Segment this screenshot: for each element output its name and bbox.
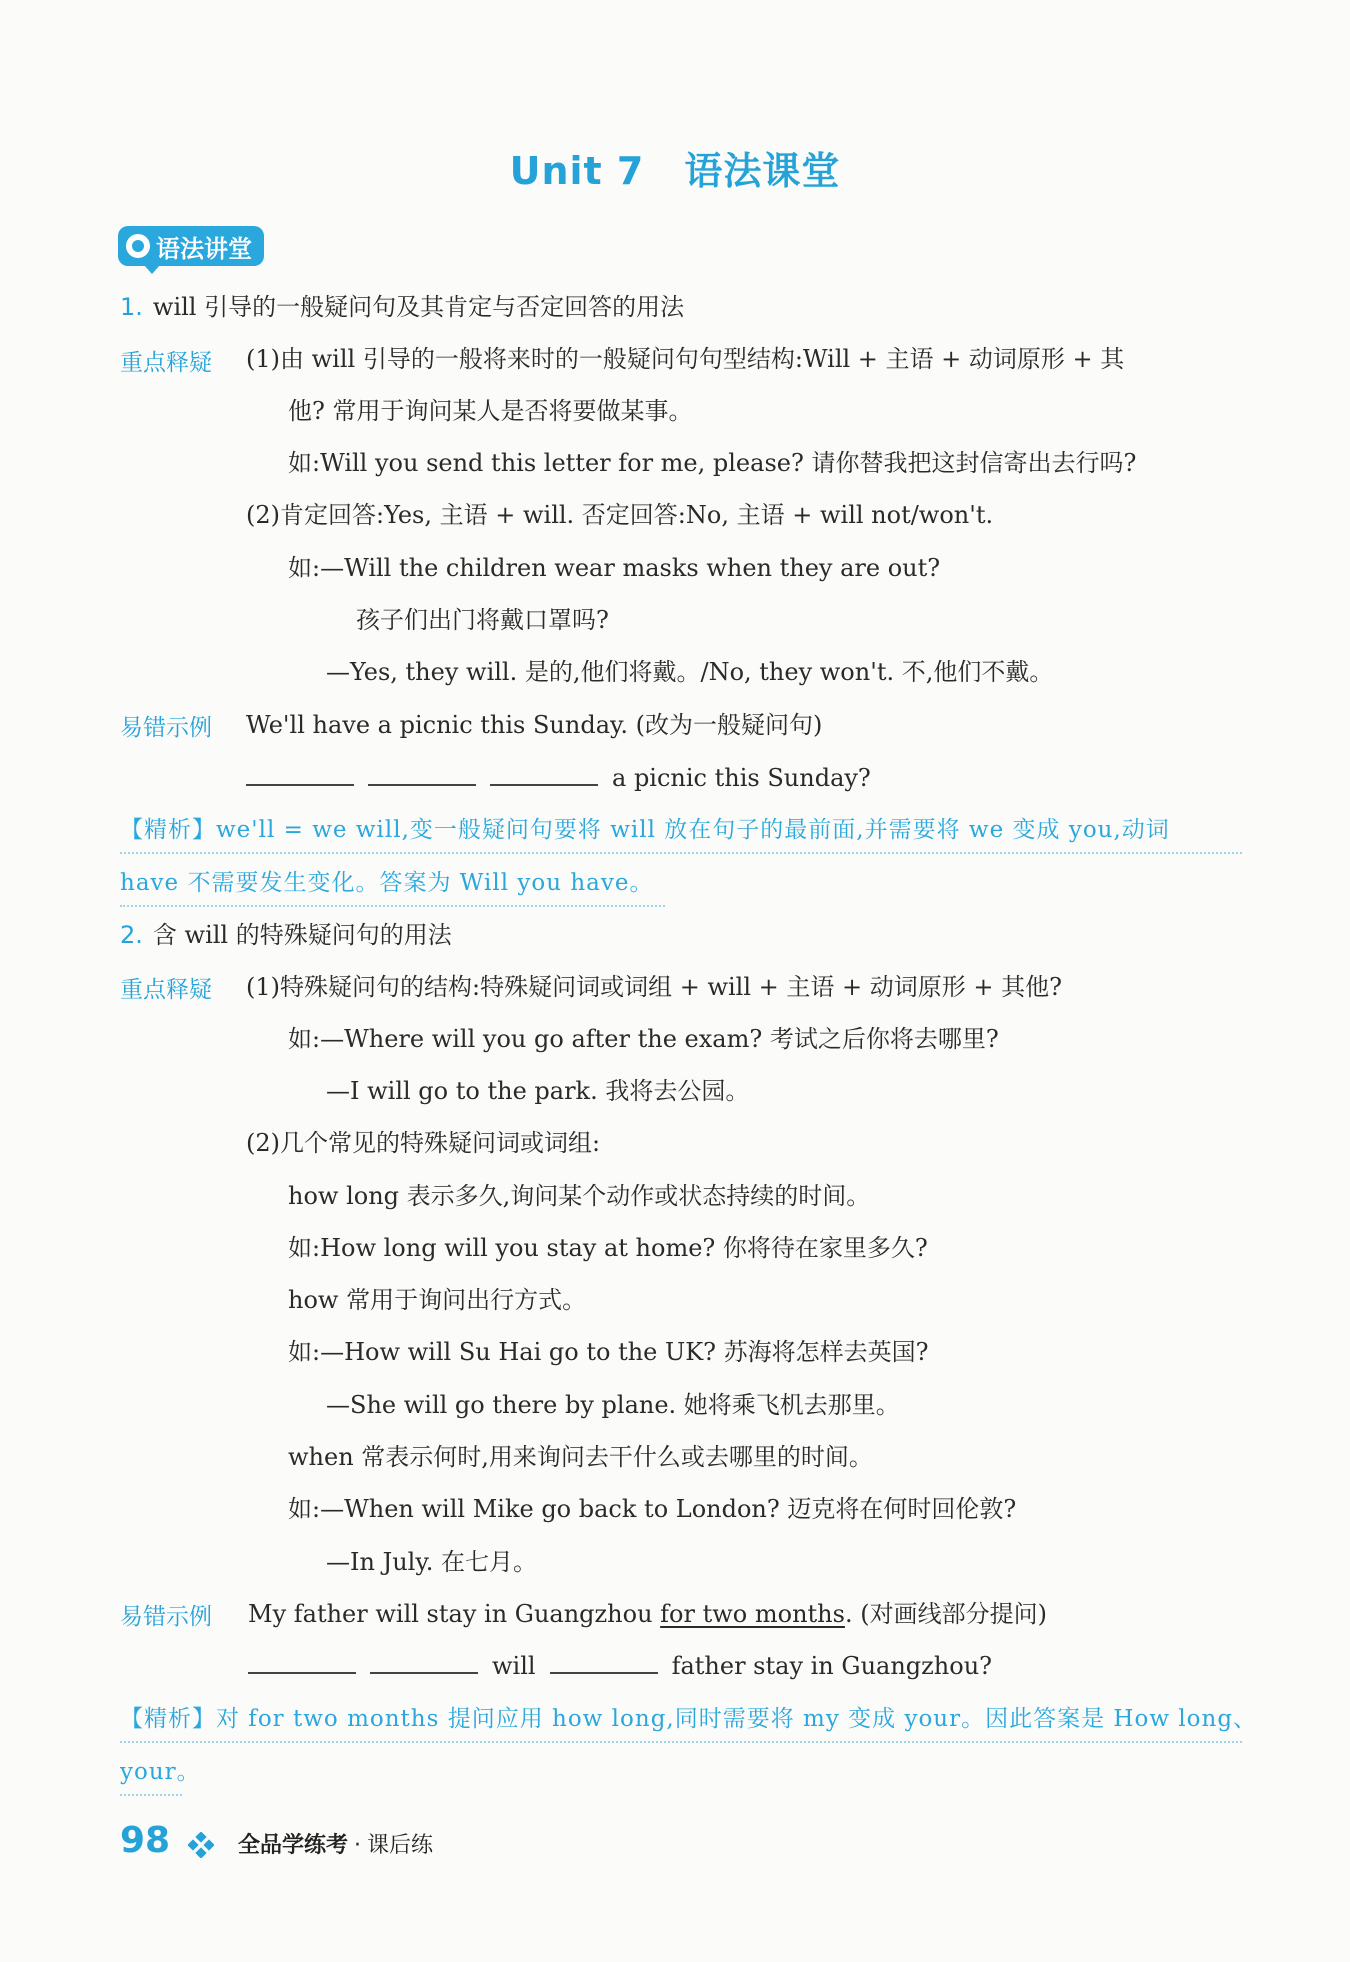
example-text: —Yes, they will. 是的,他们将戴。/No, they won't. 不,他们不戴。 bbox=[326, 658, 1054, 686]
paragraph-text: (2)肯定回答:Yes, 主语 + will. 否定回答:No, 主语 + will not/won't. bbox=[246, 501, 994, 529]
example-text: —She will go there by plane. 她将乘飞机去那里。 bbox=[326, 1391, 900, 1419]
section-badge-label: 语法讲堂 bbox=[156, 234, 252, 263]
page-number: 98 bbox=[120, 1820, 171, 1861]
analysis-text: your。 bbox=[120, 1759, 201, 1785]
paragraph-text: how long 表示多久,询问某个动作或状态持续的时间。 bbox=[288, 1182, 871, 1210]
paragraph-text: 他? 常用于询问某人是否将要做某事。 bbox=[288, 397, 693, 425]
answer-blank[interactable] bbox=[370, 1652, 478, 1674]
underlined-phrase: for two months bbox=[660, 1600, 845, 1628]
paragraph-text: how 常用于询问出行方式。 bbox=[288, 1286, 587, 1314]
tag-key-point: 重点释疑 bbox=[120, 350, 212, 376]
analysis-text: have 不需要发生变化。答案为 Will you have。 bbox=[120, 870, 654, 896]
example-text: 如:—How will Su Hai go to the UK? 苏海将怎样去英国? bbox=[288, 1338, 929, 1366]
answer-blank[interactable] bbox=[550, 1652, 658, 1674]
example-text: 孩子们出门将戴口罩吗? bbox=[356, 606, 609, 634]
exercise-answer-line: a picnic this Sunday? bbox=[246, 763, 871, 793]
unit-label: Unit 7 bbox=[509, 149, 645, 193]
exercise-answer-line: will father stay in Guangzhou? bbox=[248, 1651, 992, 1681]
section-1-heading: 1. will 引导的一般疑问句及其肯定与否定回答的用法 bbox=[120, 293, 685, 321]
paragraph-text: when 常表示何时,用来询问去干什么或去哪里的时间。 bbox=[288, 1443, 873, 1471]
analysis-text: 【精析】对 for two months 提问应用 how long,同时需要将 my 变成 your。因此答案是 How long、 bbox=[120, 1706, 1258, 1732]
footer-brand: 全品学练考 · 课后练 bbox=[238, 1833, 434, 1858]
exercise-question: My father will stay in Guangzhou for two months. (对画线部分提问) bbox=[248, 1600, 1047, 1628]
tag-common-mistake: 易错示例 bbox=[120, 1604, 212, 1630]
diamond-icon bbox=[188, 1832, 214, 1858]
page-title bbox=[0, 140, 1350, 195]
example-text: 如:Will you send this letter for me, please? 请你替我把这封信寄出去行吗? bbox=[288, 449, 1137, 477]
example-text: 如:—When will Mike go back to London? 迈克将在何时回伦敦? bbox=[288, 1495, 1017, 1523]
section-badge bbox=[118, 226, 264, 266]
example-text: —In July. 在七月。 bbox=[326, 1548, 537, 1576]
chat-bubble-icon bbox=[126, 234, 150, 258]
example-text: 如:—Will the children wear masks when they are out? bbox=[288, 554, 941, 582]
example-text: 如:How long will you stay at home? 你将待在家里多久? bbox=[288, 1234, 928, 1262]
paragraph-text: (1)特殊疑问句的结构:特殊疑问词或词组 + will + 主语 + 动词原形 + 其他? bbox=[246, 973, 1062, 1001]
paragraph-text: (1)由 will 引导的一般将来时的一般疑问句句型结构:Will + 主语 + 动词原形 + 其 bbox=[246, 345, 1125, 373]
answer-blank[interactable] bbox=[248, 1652, 356, 1674]
paragraph-text: (2)几个常见的特殊疑问词或词组: bbox=[246, 1129, 601, 1157]
section-2-heading: 2. 含 will 的特殊疑问句的用法 bbox=[120, 921, 452, 949]
title-label: 语法课堂 bbox=[684, 149, 841, 193]
answer-blank[interactable] bbox=[246, 764, 354, 786]
analysis-text: 【精析】we'll = we will,变一般疑问句要将 will 放在句子的最前面,并需要将 we 变成 you,动词 bbox=[120, 817, 1170, 843]
example-text: 如:—Where will you go after the exam? 考试之后你将去哪里? bbox=[288, 1025, 999, 1053]
answer-blank[interactable] bbox=[490, 764, 598, 786]
answer-blank[interactable] bbox=[368, 764, 476, 786]
example-text: —I will go to the park. 我将去公园。 bbox=[326, 1077, 750, 1105]
tag-key-point: 重点释疑 bbox=[120, 977, 212, 1003]
exercise-question: We'll have a picnic this Sunday. (改为一般疑问句) bbox=[246, 711, 823, 739]
tag-common-mistake: 易错示例 bbox=[120, 715, 212, 741]
